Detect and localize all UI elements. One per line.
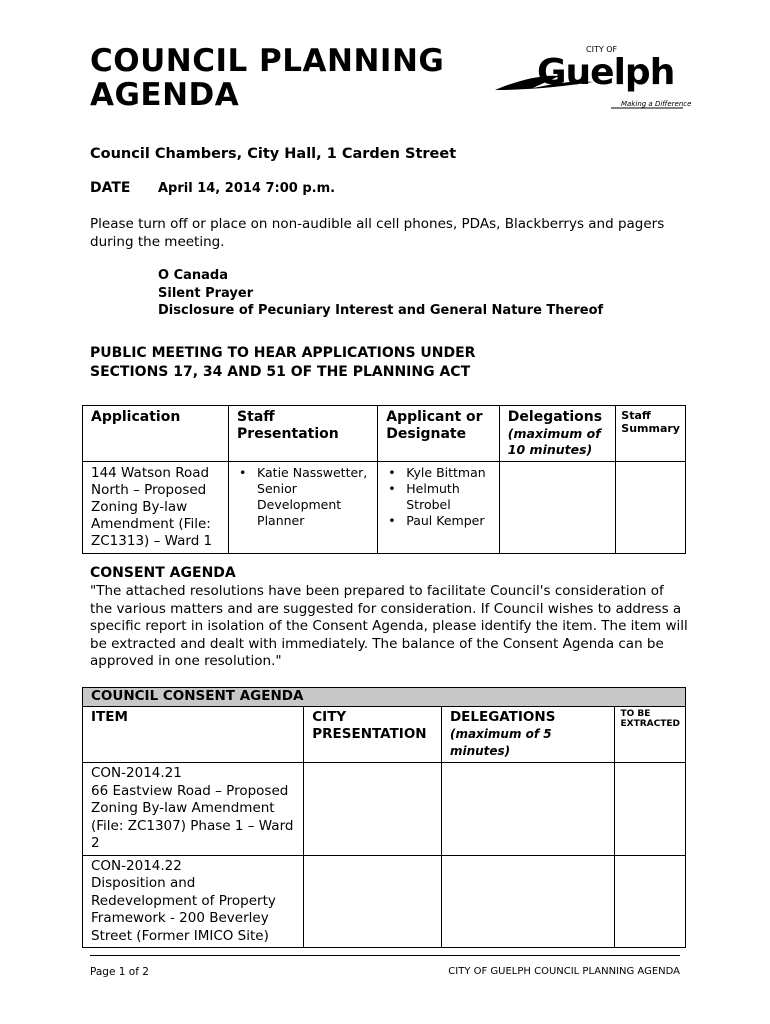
city-of-guelph-logo xyxy=(493,40,693,116)
consent-item-cell: CON-2014.21 66 Eastview Road – Proposed Zoning By-law Amendment (File: ZC1307) Phase 1 – Ward 2 xyxy=(83,763,304,856)
consent-agenda-table xyxy=(82,687,686,948)
page-title xyxy=(90,44,444,112)
list-item: • Kyle Bittman xyxy=(386,465,491,481)
applications-table xyxy=(82,405,686,554)
consent-delegations-label: DELEGATIONS xyxy=(449,709,556,725)
delegations-note: (maximum of 10 minutes) xyxy=(507,426,601,457)
opening-item: O Canada xyxy=(158,268,228,283)
col-applicant: Applicant or Designate xyxy=(378,406,500,462)
col-staff-summary: Staff Summary xyxy=(616,406,686,462)
col-staff-presentation: Staff Presentation xyxy=(229,406,378,462)
list-item: • Paul Kemper xyxy=(386,513,491,529)
delegations-cell xyxy=(499,462,615,554)
city-presentation-cell xyxy=(304,855,442,948)
applications-header-row xyxy=(83,406,686,462)
table-row xyxy=(83,462,686,554)
date-label: DATE xyxy=(90,180,131,196)
table-row xyxy=(83,855,686,948)
public-meeting-heading xyxy=(90,344,475,382)
consent-delegations-note: (maximum of 5 minutes) xyxy=(449,727,552,758)
applicant-cell xyxy=(378,462,500,554)
footer-document-title: CITY OF GUELPH COUNCIL PLANNING AGENDA xyxy=(448,966,680,977)
consent-agenda-heading: CONSENT AGENDA xyxy=(90,565,236,581)
consent-table-title: COUNCIL CONSENT AGENDA xyxy=(83,688,686,707)
title-line-2: AGENDA xyxy=(90,77,240,113)
device-notice: Please turn off or place on non-audible all cell phones, PDAs, Blackberrys and pagers during the meeting. xyxy=(90,216,665,250)
meeting-date-row xyxy=(90,180,336,196)
public-meeting-heading-line-2: SECTIONS 17, 34 AND 51 OF THE PLANNING ACT xyxy=(90,364,471,380)
col-delegations xyxy=(499,406,615,462)
to-be-extracted-cell xyxy=(615,855,686,948)
consent-title-row xyxy=(83,688,686,707)
delegations-label: Delegations xyxy=(507,409,603,425)
to-be-extracted-cell xyxy=(615,763,686,856)
opening-items xyxy=(158,267,603,320)
consent-delegations-cell xyxy=(441,763,615,856)
footer-divider xyxy=(90,955,680,956)
col-to-be-extracted: TO BE EXTRACTED xyxy=(615,707,686,763)
staff-presentation-cell xyxy=(229,462,378,554)
opening-item: Silent Prayer xyxy=(158,285,254,301)
consent-header-row xyxy=(83,707,686,763)
city-presentation-cell xyxy=(304,763,442,856)
consent-delegations-cell xyxy=(441,855,615,948)
opening-item: Disclosure of Pecuniary Interest and General Nature Thereof xyxy=(158,303,604,318)
col-application: Application xyxy=(83,406,229,462)
logo-city-of: CITY OF xyxy=(586,45,618,54)
table-row xyxy=(83,763,686,856)
meeting-location: Council Chambers, City Hall, 1 Carden Street xyxy=(90,146,457,162)
list-item: • Helmuth Strobel xyxy=(386,481,491,513)
col-consent-delegations xyxy=(441,707,615,763)
public-meeting-heading-line-1: PUBLIC MEETING TO HEAR APPLICATIONS UNDER xyxy=(90,345,476,361)
application-cell: 144 Watson Road North – Proposed Zoning By-law Amendment (File: ZC1313) – Ward 1 xyxy=(83,462,229,554)
footer-page-number: Page 1 of 2 xyxy=(90,966,149,978)
staff-summary-cell xyxy=(616,462,686,554)
date-value: April 14, 2014 7:00 p.m. xyxy=(158,181,336,196)
consent-item-cell: CON-2014.22 Disposition and Redevelopment of Property Framework - 200 Beverley Street (Former IMICO Site) xyxy=(83,855,304,948)
logo-name: Guelph xyxy=(537,52,675,93)
col-item: ITEM xyxy=(83,707,304,763)
list-item: • Katie Nasswetter, Senior Development Planner xyxy=(237,465,369,529)
logo-tagline: Making a Difference xyxy=(621,100,692,108)
title-line-1: COUNCIL PLANNING xyxy=(90,43,445,79)
consent-agenda-text: "The attached resolutions have been prepared to facilitate Council's consideration of the various matters and are suggested for consideration. If Council wishes to address a specific report in isolation of the Consent Agenda, please identify the item. The item will be extracted and dealt with immediately. The balance of the Consent Agenda can be approved in one resolution." xyxy=(90,583,688,669)
col-city-presentation: CITY PRESENTATION xyxy=(304,707,442,763)
